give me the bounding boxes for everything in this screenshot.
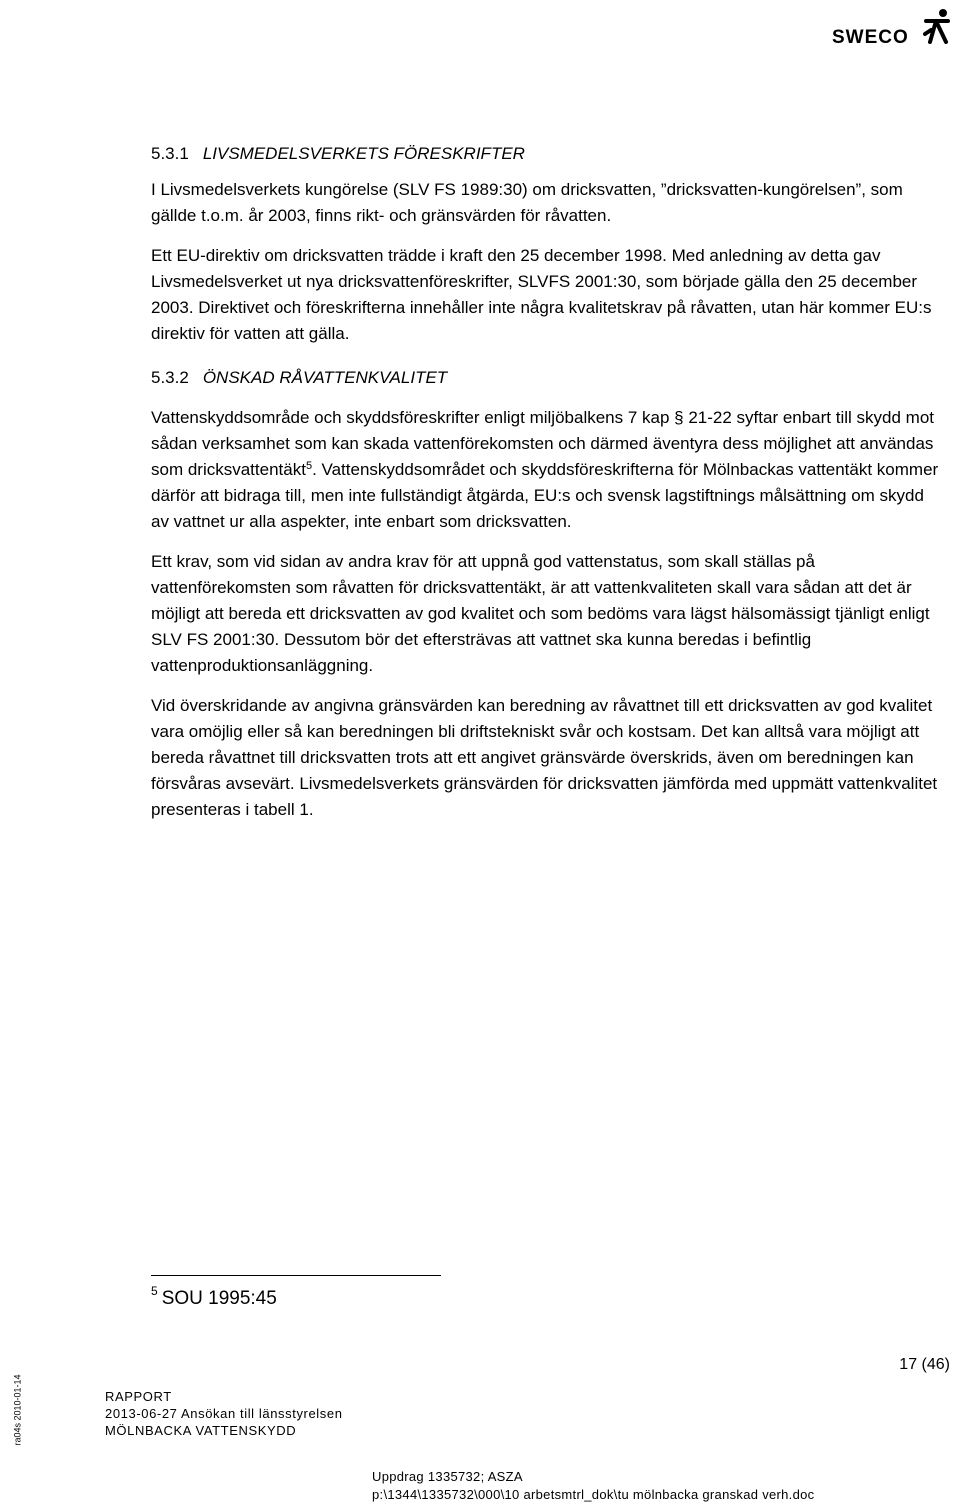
file-path: p:\1344\1335732\000\10 arbetsmtrl_dok\tu mölnbacka granskad verh.doc <box>372 1487 815 1502</box>
footnote-reference[interactable]: 5 <box>305 460 313 472</box>
main-content <box>151 143 943 823</box>
footer-assignment-block <box>372 1468 814 1504</box>
section-title: LIVSMEDELSVERKETS FÖRESKRIFTER <box>202 144 525 163</box>
paragraph: Ett krav, som vid sidan av andra krav för att uppnå god vattenstatus, som skall ställas på vattenförekomsten som råvatten för dricksvattentäkt, är att vattenkvaliteten skall vara sådan att det är möjligt att bereda ett dricksvatten av god kvalitet och som bedöms vara lägst hälsomässigt tjänligt enligt SLV FS 2001:30. Dessutom bör det eftersträvas att vattnet ska kunna beredas i befintlig vattenproduktionsanläggning. <box>151 552 930 675</box>
sweco-logo <box>832 6 956 46</box>
paragraph: Ett EU-direktiv om dricksvatten trädde i kraft den 25 december 1998. Med anledning av detta gav Livsmedelsverket ut nya dricksvattenföreskrifter, SLVFS 2001:30, som började gälla den 25 december 2003. Direktivet och föreskrifterna innehåller inte några kvalitetskrav på råvatten, utan här kommer EU:s direktiv för vatten att gälla. <box>151 246 932 343</box>
section-heading-5-3-1 <box>151 143 943 165</box>
paragraph: I Livsmedelsverkets kungörelse (SLV FS 1989:30) om dricksvatten, ”dricksvatten-kungörelsen”, som gällde t.o.m. år 2003, finns rikt- och gränsvärden för råvatten. <box>151 180 903 225</box>
footnote-text: SOU 1995:45 <box>161 1288 277 1309</box>
document-type: RAPPORT <box>105 1389 172 1404</box>
section-title: ÖNSKAD RÅVATTENKVALITET <box>202 368 448 387</box>
page-number: 17 (46) <box>899 1356 950 1373</box>
footnote <box>151 1284 277 1310</box>
paragraph-text: Vattenskyddsområde och skyddsföreskrifter enligt miljöbalkens 7 kap § 21-22 syftar enbart till skydd mot sådan verksamhet som kan skada vattenförekomsten och därmed äventyra dess möjlighet att användas som dricksvattentäkt <box>151 408 934 479</box>
section-number: 5.3.1 <box>151 144 189 163</box>
paragraph-text: . Vattenskyddsområdet och skyddsföreskrifterna för Mölnbackas vattentäkt kommer därför att bidraga till, men inte fullständigt åtgärda, EU:s och svensk lagstiftnings målsättning om skydd av vattnet ur alla aspekter, inte enbart som dricksvatten. <box>151 460 939 531</box>
footnote-divider <box>151 1275 441 1276</box>
logo-text: SWECO <box>832 27 909 48</box>
section-heading-5-3-2 <box>151 367 943 389</box>
footer-block <box>105 1388 343 1439</box>
sweco-figure-icon <box>922 8 952 44</box>
footnote-number: 5 <box>151 1284 158 1298</box>
paragraph: Vid överskridande av angivna gränsvärden kan beredning av råvattnet till ett dricksvatten av god kvalitet vara omöjlig eller så kan beredningen bli driftstekniskt svår och kostsam. Det kan alltså vara möjligt att bereda råvattnet till dricksvatten trots att ett angivet gränsvärde överskrids, även om beredningen kan försvåras avsevärt. Livsmedelsverkets gränsvärden för dricksvatten jämförda med uppmätt vattenkvalitet presenteras i tabell 1. <box>151 696 938 819</box>
assignment-number: Uppdrag 1335732; ASZA <box>372 1469 523 1484</box>
section-number: 5.3.2 <box>151 368 189 387</box>
paragraph <box>151 405 943 535</box>
template-code: ra04s 2010-01-14 <box>12 1374 23 1446</box>
document-date-title: 2013-06-27 Ansökan till länsstyrelsen <box>105 1406 343 1421</box>
project-name: MÖLNBACKA VATTENSKYDD <box>105 1423 297 1438</box>
